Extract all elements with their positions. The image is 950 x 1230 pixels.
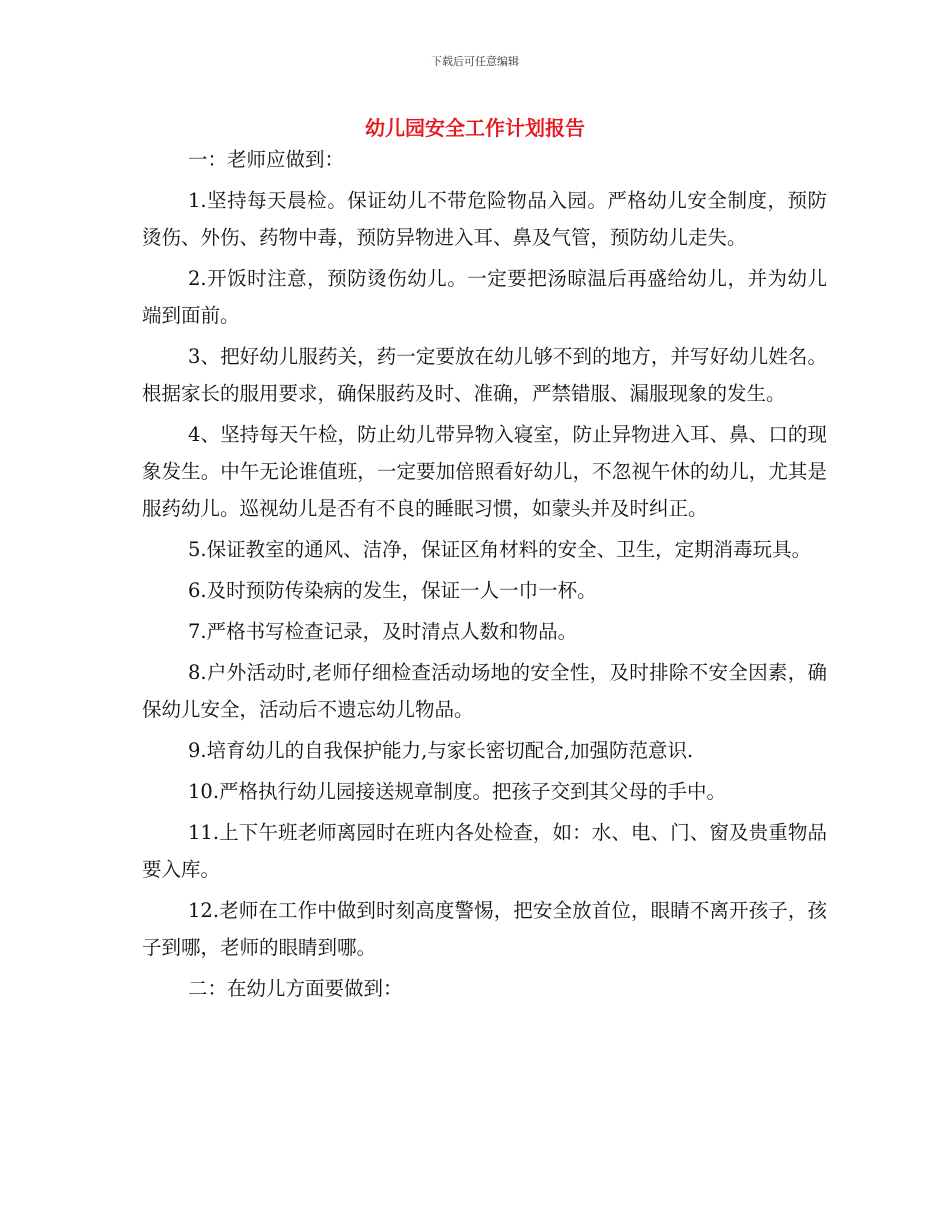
page-header: 下载后可任意编辑 bbox=[431, 55, 519, 68]
paragraph: 3、把好幼儿服药关，药一定要放在幼儿够不到的地方，并写好幼儿姓名。根据家长的服用要求，确保服药及时、准确，严禁错服、漏服现象的发生。 bbox=[142, 345, 827, 405]
paragraph: 8.户外活动时,老师仔细检查活动场地的安全性，及时排除不安全因素，确保幼儿安全，活动后不遗忘幼儿物品。 bbox=[142, 661, 827, 721]
paragraph: 4、坚持每天午检，防止幼儿带异物入寝室，防止异物进入耳、鼻、口的现象发生。中午无论谁值班，一定要加倍照看好幼儿，不忽视午休的幼儿，尤其是服药幼儿。巡视幼儿是否有不良的睡眠习惯，如蒙头并及时纠正。 bbox=[142, 423, 827, 520]
paragraph: 二：在幼儿方面要做到： bbox=[188, 977, 403, 1000]
paragraph: 9.培育幼儿的自我保护能力,与家长密切配合,加强防范意识. bbox=[188, 739, 694, 762]
paragraph: 7.严格书写检查记录，及时清点人数和物品。 bbox=[188, 620, 578, 643]
paragraph: 10.严格执行幼儿园接送规章制度。把孩子交到其父母的手中。 bbox=[188, 780, 727, 803]
paragraph: 6.及时预防传染病的发生，保证一人一巾一杯。 bbox=[188, 579, 597, 602]
paragraph: 2.开饭时注意，预防烫伤幼儿。一定要把汤晾温后再盛给幼儿，并为幼儿端到面前。 bbox=[142, 267, 827, 327]
document-title: 幼儿园安全工作计划报告 bbox=[365, 116, 585, 140]
paragraph: 11.上下午班老师离园时在班内各处检查，如：水、电、门、窗及贵重物品要入库。 bbox=[142, 821, 827, 881]
paragraph: 1.坚持每天晨检。保证幼儿不带危险物品入园。严格幼儿安全制度，预防烫伤、外伤、药物中毒，预防异物进入耳、鼻及气管，预防幼儿走失。 bbox=[142, 189, 827, 249]
paragraph: 12.老师在工作中做到时刻高度警惕，把安全放首位，眼睛不离开孩子，孩子到哪，老师的眼睛到哪。 bbox=[142, 899, 827, 959]
document-body bbox=[142, 141, 827, 1011]
paragraph: 5.保证教室的通风、洁净，保证区角材料的安全、卫生，定期消毒玩具。 bbox=[188, 538, 812, 561]
paragraph: 一：老师应做到： bbox=[188, 148, 345, 171]
